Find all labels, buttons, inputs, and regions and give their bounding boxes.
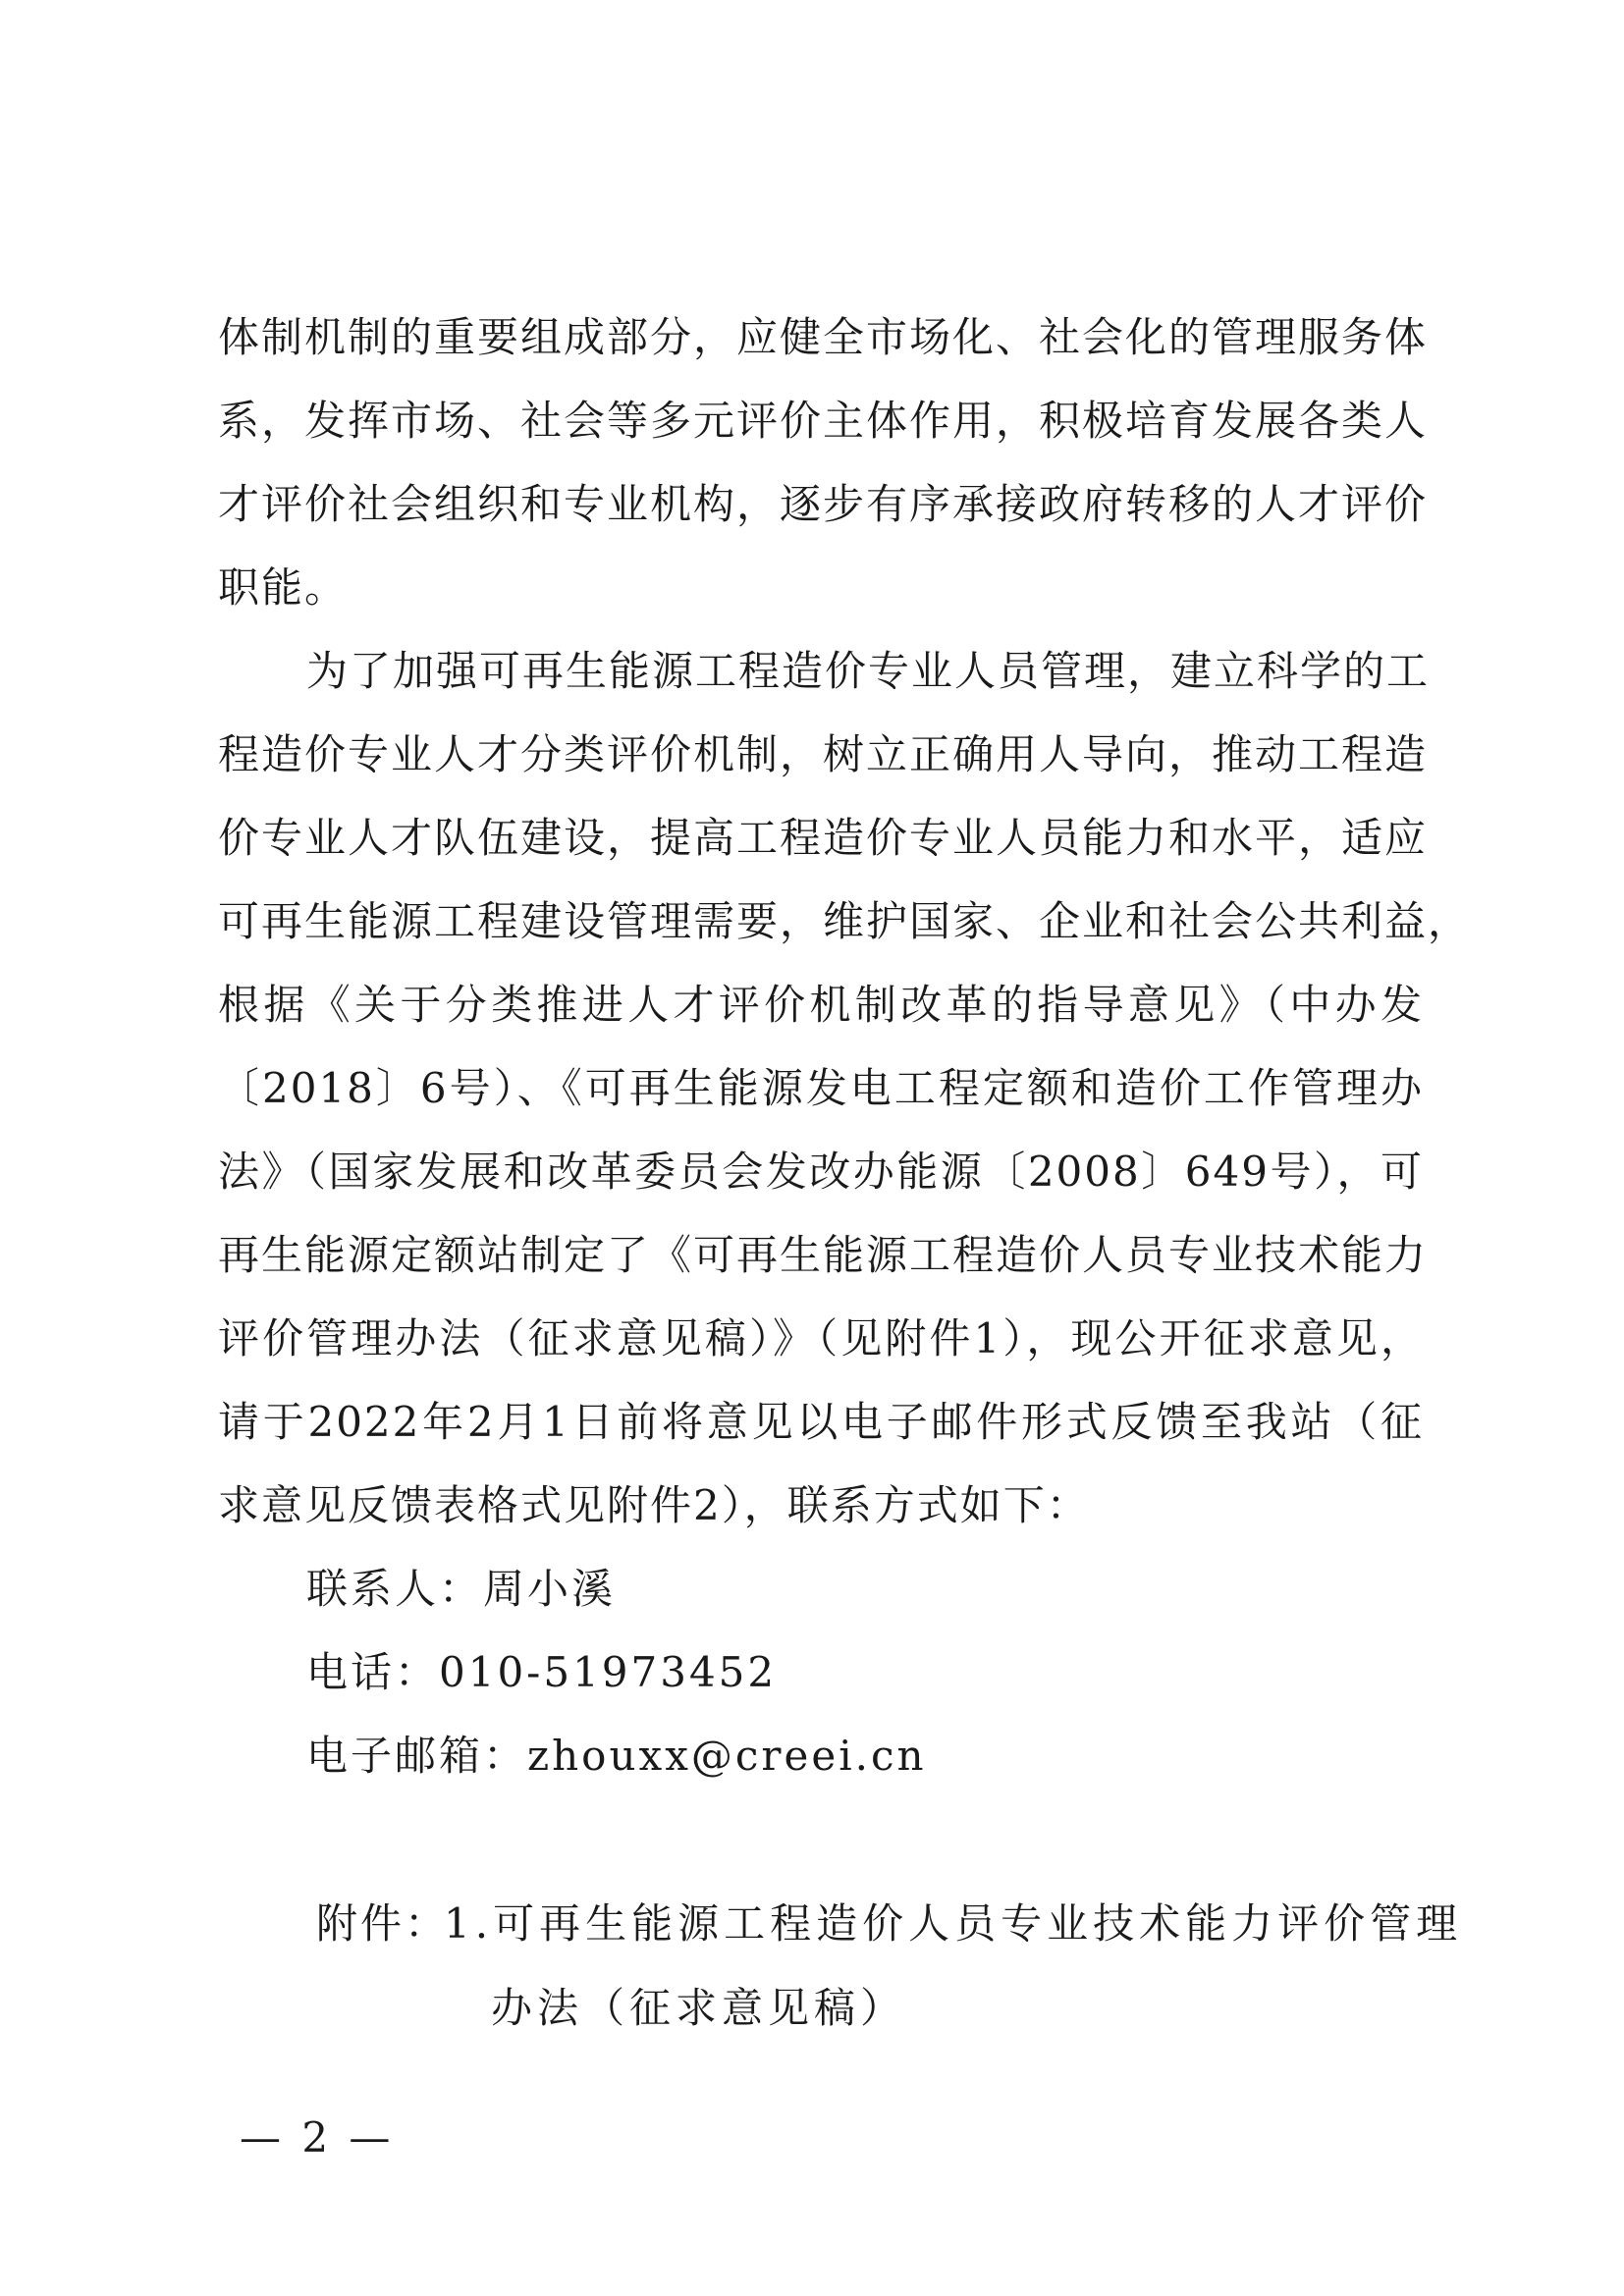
contact-phone: 电话：010-51973452 [306,1648,778,1696]
paragraph1-line-3: 才评价社会组织和专业机构，逐步有序承接政府转移的人才评价 [218,480,1429,528]
paragraph1-line-4: 职能。 [218,563,349,612]
paragraph1-line-2: 系，发挥市场、社会等多元评价主体作用，积极培育发展各类人 [218,397,1429,445]
paragraph2-line-5: 根据《关于分类推进人才评价机制改革的指导意见》（中办发 [218,981,1424,1029]
paragraph2-line-9: 评价管理办法（征求意见稿）》（见附件1），现公开征求意见， [218,1314,1424,1362]
paragraph2-line-8: 再生能源定额站制定了《可再生能源工程造价人员专业技术能力 [218,1231,1429,1279]
paragraph2-line-1: 为了加强可再生能源工程造价专业人员管理，建立科学的工 [306,647,1431,695]
attachment-label: 附件： [316,1899,450,1948]
page-number: — 2 — [240,2113,395,2162]
paragraph2-line-4: 可再生能源工程建设管理需要，维护国家、企业和社会公共利益， [218,897,1472,945]
contact-person: 联系人：周小溪 [306,1565,617,1613]
paragraph2-line-10: 请于2022年2月1日前将意见以电子邮件形式反馈至我站（征 [218,1398,1424,1446]
contact-email: 电子邮箱：zhouxx@creei.cn [306,1732,927,1780]
paragraph2-line-2: 程造价专业人才分类评价机制，树立正确用人导向，推动工程造 [218,730,1429,778]
paragraph2-line-6: 〔2018〕6号）、《可再生能源发电工程定额和造价工作管理办 [218,1064,1424,1112]
paragraph2-line-11: 求意见反馈表格式见附件2），联系方式如下： [218,1481,1090,1529]
paragraph2-line-7: 法》（国家发展和改革委员会发改办能源〔2008〕649号），可 [218,1148,1424,1196]
attachment-item-1-line-1: 1.可再生能源工程造价人员专业技术能力评价管理 [444,1899,1463,1948]
attachment-item-1-line-2: 办法（征求意见稿） [491,1984,907,2032]
paragraph2-line-3: 价专业人才队伍建设，提高工程造价专业人员能力和水平，适应 [218,814,1429,862]
paragraph1-line-1: 体制机制的重要组成部分，应健全市场化、社会化的管理服务体 [218,313,1429,361]
